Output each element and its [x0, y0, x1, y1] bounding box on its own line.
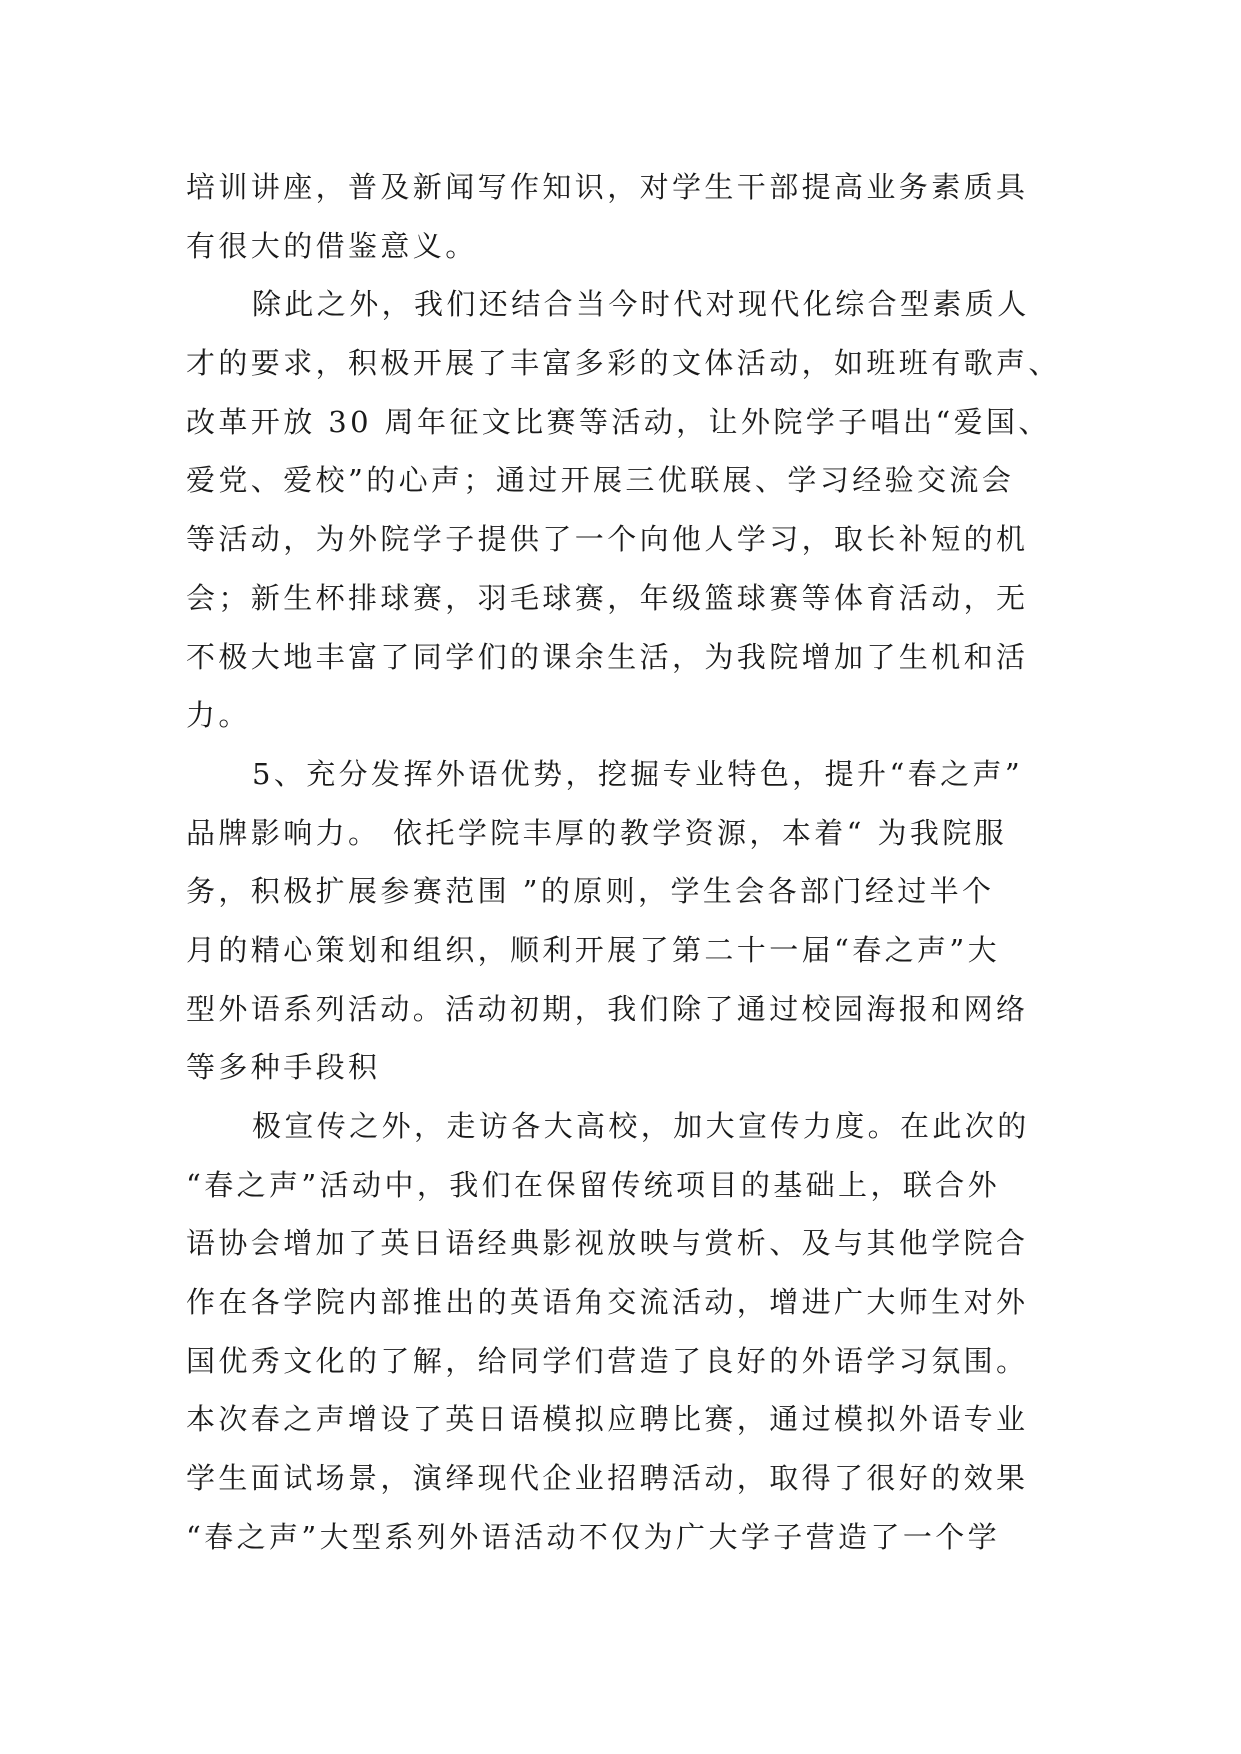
text-line: 型外语系列活动。活动初期，我们除了通过校园海报和网络: [186, 991, 1029, 1026]
text-line: 会；新生杯排球赛，羽毛球赛，年级篮球赛等体育活动，无: [186, 580, 1029, 615]
paragraph-first-line: 除此之外，我们还结合当今时代对现代化综合型素质人: [252, 287, 1030, 322]
text-line: 国优秀文化的了解，给同学们营造了良好的外语学习氛围。: [186, 1343, 1029, 1378]
text-line: 培训讲座，普及新闻写作知识，对学生干部提高业务素质具: [186, 170, 1029, 204]
paragraph-first-line: 5、充分发挥外语优势，挖掘专业特色，提升“春之声”: [252, 756, 1024, 791]
text-line: 力。: [186, 698, 251, 733]
text-line: 本次春之声增设了英日语模拟应聘比赛，通过模拟外语专业: [186, 1402, 1029, 1437]
text-line: 务，积极扩展参赛范围 ”的原则，学生会各部门经过半个: [186, 874, 995, 909]
text-line: 等活动，为外院学子提供了一个向他人学习，取长补短的机: [186, 522, 1029, 557]
text-line: 语协会增加了英日语经典影视放映与赏析、及与其他学院合: [186, 1226, 1029, 1261]
body-text: [186, 158, 1066, 1567]
text-line: 改革开放 30 周年征文比赛等活动，让外院学子唱出“爱国、: [186, 404, 1051, 439]
text-line: “春之声”大型系列外语活动不仅为广大学子营造了一个学: [186, 1519, 1001, 1554]
text-line: 才的要求，积极开展了丰富多彩的文体活动，如班班有歌声、: [186, 346, 1061, 381]
text-line: 学生面试场景，演绎现代企业招聘活动，取得了很好的效果: [186, 1461, 1029, 1496]
paragraph-first-line: 极宣传之外，走访各大高校，加大宣传力度。在此次的: [252, 1109, 1030, 1143]
text-line: 品牌影响力。 依托学院丰厚的教学资源，本着“ 为我院服: [186, 815, 1008, 850]
text-line: 爱党、爱校”的心声；通过开展三优联展、学习经验交流会: [186, 463, 1015, 498]
text-line: 有很大的借鉴意义。: [186, 228, 478, 263]
text-line: 等多种手段积: [186, 1050, 381, 1085]
text-line: 月的精心策划和组织，顺利开展了第二十一届“春之声”大: [186, 932, 1001, 967]
text-line: 不极大地丰富了同学们的课余生活，为我院增加了生机和活: [186, 639, 1029, 674]
text-line: “春之声”活动中，我们在保留传统项目的基础上，联合外: [186, 1167, 1001, 1202]
text-line: 作在各学院内部推出的英语角交流活动，增进广大师生对外: [186, 1285, 1029, 1320]
